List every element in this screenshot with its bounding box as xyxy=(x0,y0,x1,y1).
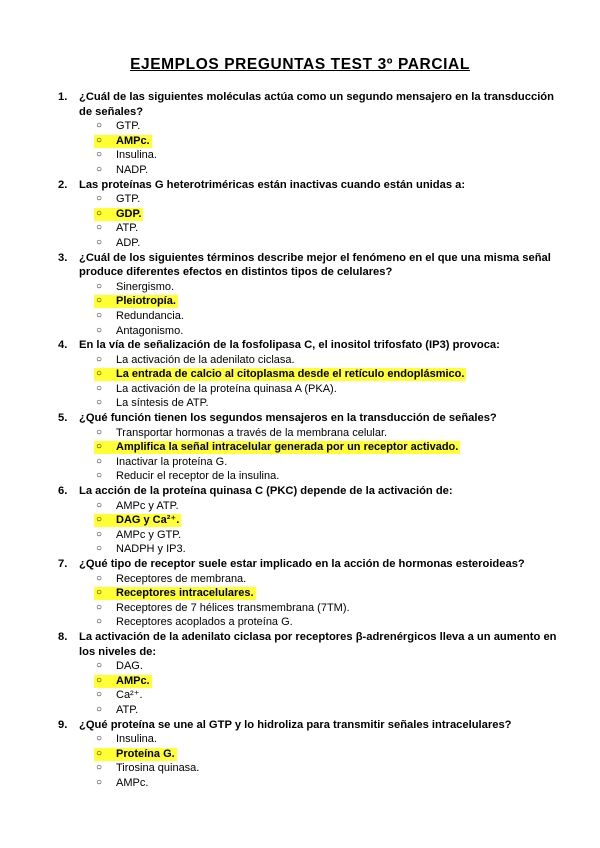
circle-bullet-icon: ○ xyxy=(96,601,103,613)
option-text: AMPc. xyxy=(116,674,150,687)
question-item xyxy=(0,90,600,178)
option-text: La entrada de calcio al citoplasma desde el retículo endoplásmico. xyxy=(116,368,465,381)
option-text: Receptores intracelulares. xyxy=(116,587,254,600)
option-item xyxy=(0,776,600,791)
circle-bullet-icon: ○ xyxy=(96,295,103,307)
question-item xyxy=(0,630,600,718)
circle-bullet-icon: ○ xyxy=(96,280,103,292)
circle-bullet-icon: ○ xyxy=(96,207,103,219)
option-text: ATP. xyxy=(116,222,139,235)
option-item xyxy=(0,761,600,776)
option-text: La activación de la adenilato ciclasa. xyxy=(116,353,295,366)
circle-bullet-icon: ○ xyxy=(96,528,103,540)
question-text: ¿Qué tipo de receptor suele estar implicado en la acción de hormonas esteroideas? xyxy=(79,558,525,570)
question-text: ¿Cuál de las siguientes moléculas actúa como un segundo mensajero en la transducción de señales? xyxy=(79,91,554,118)
circle-bullet-icon: ○ xyxy=(96,587,103,599)
option-text: Proteína G. xyxy=(116,747,175,760)
option-item xyxy=(0,426,600,441)
option-text: Sinergismo. xyxy=(116,280,175,293)
option-text: AMPc y ATP. xyxy=(116,499,179,512)
correct-option xyxy=(0,134,600,149)
option-text: AMPc y GTP. xyxy=(116,528,182,541)
question-number: 5. xyxy=(58,412,68,425)
option-text: Receptores de membrana. xyxy=(116,572,247,585)
circle-bullet-icon: ○ xyxy=(96,703,103,715)
question-text: La acción de la proteína quinasa C (PKC) depende de la activación de: xyxy=(79,485,453,498)
correct-option xyxy=(0,513,600,528)
correct-option xyxy=(0,586,600,601)
option-item xyxy=(0,615,600,630)
question-list xyxy=(0,90,600,791)
correct-option xyxy=(0,747,600,762)
option-text: Ca²⁺. xyxy=(116,689,143,702)
circle-bullet-icon: ○ xyxy=(96,762,103,774)
circle-bullet-icon: ○ xyxy=(96,236,103,248)
question-number: 9. xyxy=(58,718,68,731)
option-item xyxy=(0,163,600,178)
option-item xyxy=(0,542,600,557)
option-item xyxy=(0,382,600,397)
question-item xyxy=(0,411,600,484)
option-text: Receptores de 7 hélices transmembrana (7TM). xyxy=(116,601,350,614)
option-item xyxy=(0,572,600,587)
circle-bullet-icon: ○ xyxy=(96,426,103,438)
question-number: 7. xyxy=(58,558,68,570)
circle-bullet-icon: ○ xyxy=(96,674,103,686)
option-list xyxy=(0,192,600,250)
correct-option xyxy=(0,207,600,222)
question-number: 2. xyxy=(58,178,68,191)
question-number: 3. xyxy=(58,251,68,264)
option-item xyxy=(0,732,600,747)
question-number: 4. xyxy=(58,339,68,352)
circle-bullet-icon: ○ xyxy=(96,441,103,453)
question-text: ¿Qué función tienen los segundos mensajeros en la transducción de señales? xyxy=(79,412,497,425)
option-item xyxy=(0,236,600,251)
circle-bullet-icon: ○ xyxy=(96,353,103,365)
question-number: 8. xyxy=(58,630,68,643)
circle-bullet-icon: ○ xyxy=(96,193,103,205)
option-item xyxy=(0,396,600,411)
question-text: ¿Qué proteína se une al GTP y lo hidroliza para transmitir señales intracelulares? xyxy=(79,718,512,731)
circle-bullet-icon: ○ xyxy=(96,747,103,759)
option-text: Redundancia. xyxy=(116,309,184,322)
option-list xyxy=(0,353,600,411)
option-text: GDP. xyxy=(116,207,142,220)
circle-bullet-icon: ○ xyxy=(96,616,103,628)
option-list xyxy=(0,499,600,557)
option-item xyxy=(0,280,600,295)
question-item xyxy=(0,178,600,251)
option-text: La síntesis de ATP. xyxy=(116,397,209,410)
option-text: NADPH y IP3. xyxy=(116,543,186,556)
option-text: ATP. xyxy=(116,703,139,716)
correct-option xyxy=(0,294,600,309)
circle-bullet-icon: ○ xyxy=(96,120,103,132)
option-list xyxy=(0,426,600,484)
option-item xyxy=(0,309,600,324)
option-item xyxy=(0,148,600,163)
option-text: Insulina. xyxy=(116,733,157,746)
circle-bullet-icon: ○ xyxy=(96,382,103,394)
option-item xyxy=(0,119,600,134)
option-text: Pleiotropía. xyxy=(116,295,176,308)
question-item xyxy=(0,251,600,339)
circle-bullet-icon: ○ xyxy=(96,514,103,526)
option-text: La activación de la proteína quinasa A (PKA). xyxy=(116,382,337,395)
option-text: AMPc. xyxy=(116,134,150,147)
correct-option xyxy=(0,674,600,689)
question-item xyxy=(0,718,600,791)
option-text: NADP. xyxy=(116,163,149,176)
option-item xyxy=(0,499,600,514)
option-item xyxy=(0,703,600,718)
circle-bullet-icon: ○ xyxy=(96,222,103,234)
option-text: Transportar hormonas a través de la membrana celular. xyxy=(116,426,388,439)
option-text: ADP. xyxy=(116,236,141,249)
circle-bullet-icon: ○ xyxy=(96,470,103,482)
circle-bullet-icon: ○ xyxy=(96,733,103,745)
option-text: AMPc. xyxy=(116,776,149,789)
option-item xyxy=(0,528,600,543)
question-text: ¿Cuál de los siguientes términos describe mejor el fenómeno en el que una misma señal produce diferentes efectos en distintos tipos de celulares? xyxy=(79,251,551,279)
circle-bullet-icon: ○ xyxy=(96,149,103,161)
option-text: Insulina. xyxy=(116,149,157,162)
option-text: Reducir el receptor de la insulina. xyxy=(116,470,280,483)
option-item xyxy=(0,353,600,368)
circle-bullet-icon: ○ xyxy=(96,455,103,467)
circle-bullet-icon: ○ xyxy=(96,324,103,336)
option-item xyxy=(0,221,600,236)
option-list xyxy=(0,659,600,717)
circle-bullet-icon: ○ xyxy=(96,572,103,584)
question-number: 6. xyxy=(58,485,68,498)
option-item xyxy=(0,455,600,470)
circle-bullet-icon: ○ xyxy=(96,309,103,321)
option-list xyxy=(0,119,600,177)
option-item xyxy=(0,324,600,339)
question-number: 1. xyxy=(58,91,68,103)
circle-bullet-icon: ○ xyxy=(96,689,103,701)
circle-bullet-icon: ○ xyxy=(96,499,103,511)
circle-bullet-icon: ○ xyxy=(96,660,103,672)
option-list xyxy=(0,572,600,630)
option-text: Antagonismo. xyxy=(116,324,184,337)
circle-bullet-icon: ○ xyxy=(96,134,103,146)
option-item xyxy=(0,601,600,616)
option-item xyxy=(0,688,600,703)
option-text: DAG y Ca²⁺. xyxy=(116,514,180,527)
correct-option xyxy=(0,440,600,455)
question-item xyxy=(0,338,600,411)
page-title: EJEMPLOS PREGUNTAS TEST 3º PARCIAL xyxy=(130,56,470,73)
option-text: Inactivar la proteína G. xyxy=(116,455,228,468)
circle-bullet-icon: ○ xyxy=(96,776,103,788)
option-text: DAG. xyxy=(116,660,143,673)
circle-bullet-icon: ○ xyxy=(96,163,103,175)
option-list xyxy=(0,732,600,790)
option-text: Receptores acoplados a proteína G. xyxy=(116,616,293,629)
option-item xyxy=(0,659,600,674)
question-text: La activación de la adenilato ciclasa por receptores β-adrenérgicos lleva a un aumento en los niveles de: xyxy=(79,630,557,658)
circle-bullet-icon: ○ xyxy=(96,397,103,409)
correct-option xyxy=(0,367,600,382)
option-item xyxy=(0,469,600,484)
question-item xyxy=(0,557,600,630)
option-text: Tirosina quinasa. xyxy=(116,762,200,775)
option-text: GTP. xyxy=(116,120,141,133)
question-item xyxy=(0,484,600,557)
option-text: Amplifica la señal intracelular generada por un receptor activado. xyxy=(116,441,459,454)
circle-bullet-icon: ○ xyxy=(96,543,103,555)
circle-bullet-icon: ○ xyxy=(96,368,103,380)
question-text: Las proteínas G heterotriméricas están inactivas cuando están unidas a: xyxy=(79,178,466,191)
question-text: En la vía de señalización de la fosfolipasa C, el inositol trifosfato (IP3) provoca: xyxy=(79,339,500,352)
option-text: GTP. xyxy=(116,193,141,206)
option-list xyxy=(0,280,600,338)
option-item xyxy=(0,192,600,207)
